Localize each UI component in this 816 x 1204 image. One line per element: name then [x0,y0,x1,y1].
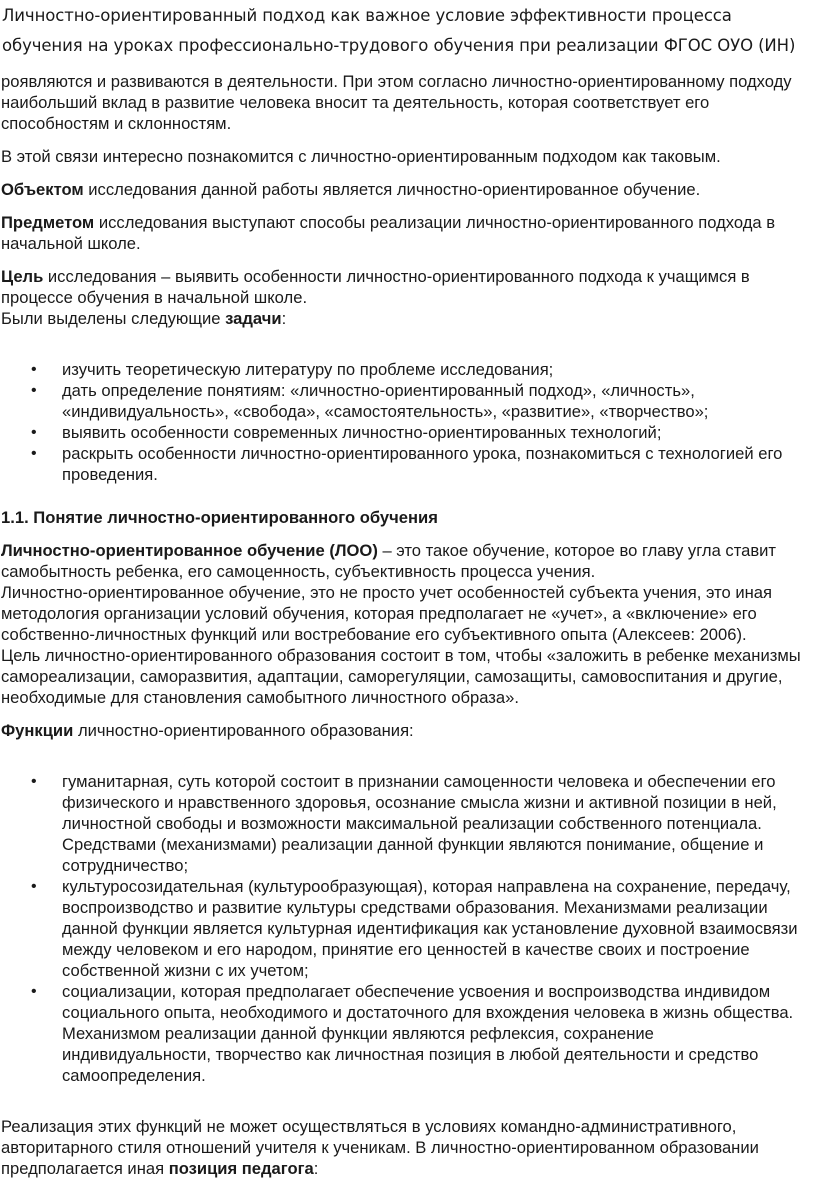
definition-paragraph [1,540,802,582]
section-paragraph-2: Личностно-ориентированное обучение, это не просто учет особенностей субъекта учения, это иная методология организации условий обучения, которая предполагает не «учет», а «включение» его собственно-личностных функций или востребование его субъективного опыта (Алексеев: 2006). [1,583,773,644]
definition-text: – это такое обучение, которое во главу угла ставит самобытность ребенка, его самоценность, субъективность процесса учения. [1,541,777,581]
closing-term: позиция педагога [168,1159,314,1178]
list-item: • дать определение понятиям: «личностно-ориентированный подход», «личность», «индивидуальность», «свобода», «самостоятельность», «развитие», «творчество»; [1,380,802,422]
section-paragraph-3: Цель личностно-ориентированного образования состоит в том, чтобы «заложить в ребенке механизмы самореализации, саморазвития, адаптации, саморегуляции, самозащиты, самовоспитания и другие, необходимые для становления самобытного личностного образа». [1,646,801,707]
tasks-list [1,359,802,485]
definition-term: Личностно-ориентированное обучение (ЛОО) [1,541,378,560]
list-item: • раскрыть особенности личностно-ориентированного урока, познакомиться с технологией его проведения. [1,443,802,485]
object-term: Объектом [1,180,84,199]
functions-text: личностно-ориентированного образования: [73,721,414,740]
list-item: • изучить теоретическую литературу по проблеме исследования; [1,359,802,380]
intro-paragraph-2: В этой связи интересно познакомится с личностно-ориентированным подходом как таковым. [1,147,721,166]
functions-lead-paragraph [1,720,802,741]
closing-paragraph [1,1116,802,1179]
goal-term: Цель [1,267,44,286]
intro-paragraph: роявляются и развиваются в деятельности. При этом согласно личностно-ориентированному подходу наибольший вклад в развитие человека вносит та деятельность, которая соответствует его способностям и склонностям. [1,72,792,133]
tasks-colon: : [281,309,287,328]
goal-paragraph [1,266,802,308]
list-item: • культуросозидательная (культурообразующая), которая направлена на сохранение, передачу, воспроизводство и развитие культуры средствами образования. Механизмами реализации данной функции является культурная идентификация как установление духовной взаимосвязи между человеком и его народом, принятие его ценностей в качестве своих и построение собственной жизни с их учетом; [1,876,802,981]
closing-text: Реализация этих функций не может осуществляться в условиях командно-административного, авторитарного стиля отношений учителя к ученикам. В личностно-ориентированном образовании предполагается иная [1,1117,759,1178]
document-body [0,71,802,1179]
section-heading: 1.1. Понятие личностно-ориентированного обучения [1,508,438,527]
functions-list [1,771,802,1086]
goal-text: исследования – выявить особенности личностно-ориентированного подхода к учащимся в процессе обучения в начальной школе. [1,267,750,307]
tasks-term: задачи [225,309,282,328]
tasks-lead-paragraph [1,308,802,329]
list-item: • гуманитарная, суть которой состоит в признании самоценности человека и обеспечении его физического и нравственного здоровья, осознание смысла жизни и активной позиции в ней, личностной свободы и возможности максимальной реализации собственного потенциала. Средствами (механизмами) реализации данной функции являются понимание, общение и сотрудничество; [1,771,802,876]
closing-colon: : [313,1159,319,1178]
tasks-lead: Были выделены следующие [1,309,226,328]
object-paragraph [1,179,802,200]
object-text: исследования данной работы является личностно-ориентированное обучение. [83,180,701,199]
list-item: • выявить особенности современных личностно-ориентированных технологий; [1,422,802,443]
subject-paragraph [1,212,802,254]
document-header-title: Личностно-ориентированный подход как важное условие эффективности процесса обучения на уроках профессионально-трудового обучения при реализации ФГОС ОУО (ИН) [2,6,796,55]
list-item: • социализации, которая предполагает обеспечение усвоения и воспроизводства индивидом социального опыта, необходимого и достаточного для вхождения человека в жизнь общества. Механизмом реализации данной функции являются рефлексия, сохранение индивидуальности, творчество как личностная позиция в любой деятельности и средство самоопределения. [1,981,802,1086]
subject-text: исследования выступают способы реализации личностно-ориентированного подхода в начальной школе. [1,213,776,253]
subject-term: Предметом [1,213,95,232]
functions-term: Функции [1,721,74,740]
